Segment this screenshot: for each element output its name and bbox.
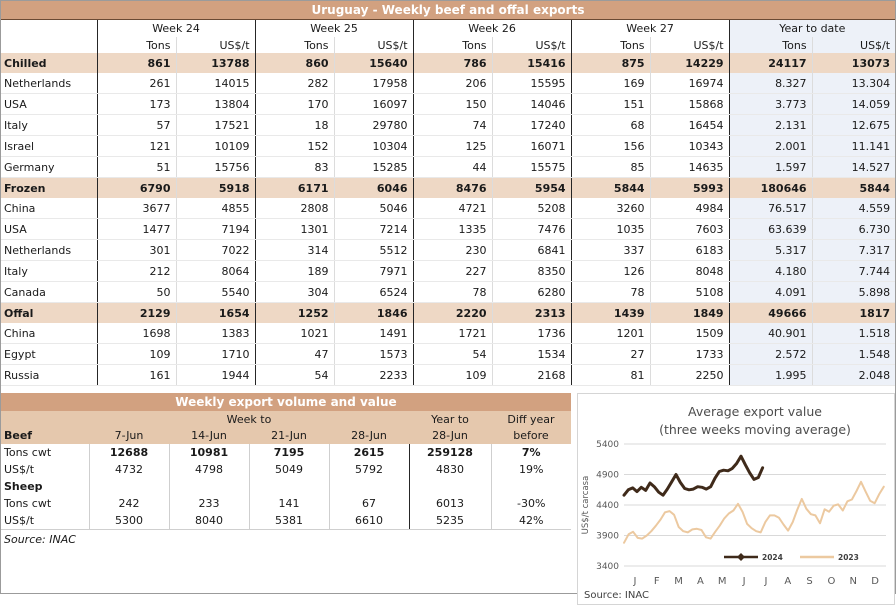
value-cell: 83 — [255, 157, 334, 178]
value-cell: 50 — [97, 282, 176, 303]
value-cell: 786 — [413, 53, 492, 73]
table-row — [1, 303, 895, 324]
value-cell: 1736 — [492, 323, 571, 344]
x-tick-label: A — [784, 576, 792, 587]
value-cell: 2233 — [334, 365, 413, 386]
value-cell: 13788 — [176, 53, 255, 73]
row-label: US$/t — [1, 512, 89, 530]
value-cell: 5235 — [409, 512, 491, 530]
row-label: China — [1, 323, 97, 344]
week-header: Week 25 — [255, 20, 413, 37]
value-cell: 5512 — [334, 240, 413, 261]
value-cell: 10109 — [176, 136, 255, 157]
value-cell: 4721 — [413, 198, 492, 219]
unit-header-usd: US$/t — [650, 37, 729, 53]
value-cell: 314 — [255, 240, 334, 261]
value-cell: 2.131 — [729, 115, 812, 136]
value-cell: 860 — [255, 53, 334, 73]
unit-header-tons: Tons — [413, 37, 492, 53]
value-cell — [491, 478, 571, 495]
value-cell: 16974 — [650, 73, 729, 94]
table-row — [1, 365, 895, 386]
value-cell: 1.597 — [729, 157, 812, 178]
corner-cell — [1, 20, 97, 37]
value-cell: 85 — [571, 157, 650, 178]
row-label: Chilled — [1, 53, 97, 73]
weekly-table-section — [1, 393, 571, 605]
value-cell: 1035 — [571, 219, 650, 240]
value-cell: 261 — [97, 73, 176, 94]
y-tick-label: 3900 — [596, 531, 619, 542]
value-cell: 7214 — [334, 219, 413, 240]
value-cell: 19% — [491, 461, 571, 478]
value-cell: 63.639 — [729, 219, 812, 240]
y-tick-label: 4900 — [596, 470, 619, 481]
row-label: Italy — [1, 261, 97, 282]
table-row — [1, 461, 571, 478]
x-tick-label: D — [871, 576, 879, 587]
value-cell: 230 — [413, 240, 492, 261]
value-cell: 6610 — [329, 512, 409, 530]
week-to-header: Week to — [89, 411, 409, 427]
value-cell: 5540 — [176, 282, 255, 303]
value-cell: 14.059 — [812, 94, 895, 115]
value-cell: 15575 — [492, 157, 571, 178]
value-cell: 156 — [571, 136, 650, 157]
chart-title: Average export value — [688, 404, 822, 419]
export-value-chart — [578, 394, 894, 604]
value-cell: 141 — [249, 495, 329, 512]
unit-header-tons: Tons — [729, 37, 812, 53]
row-label: Israel — [1, 136, 97, 157]
value-cell: 2168 — [492, 365, 571, 386]
table-row — [1, 444, 571, 461]
value-cell: 2808 — [255, 198, 334, 219]
value-cell: 6183 — [650, 240, 729, 261]
value-cell: 3260 — [571, 198, 650, 219]
main-table — [1, 20, 895, 386]
bottom-section — [1, 393, 895, 605]
value-cell: 1.995 — [729, 365, 812, 386]
row-label: China — [1, 198, 97, 219]
value-cell: 27 — [571, 344, 650, 365]
value-cell: 1335 — [413, 219, 492, 240]
chart-subtitle: (three weeks moving average) — [659, 422, 851, 437]
unit-header-usd: US$/t — [176, 37, 255, 53]
table-row — [1, 157, 895, 178]
value-cell: 5108 — [650, 282, 729, 303]
value-cell: 8048 — [650, 261, 729, 282]
table-row — [1, 115, 895, 136]
value-cell: 6790 — [97, 178, 176, 199]
row-label: Netherlands — [1, 240, 97, 261]
value-cell: 29780 — [334, 115, 413, 136]
value-cell: 5844 — [571, 178, 650, 199]
value-cell: 7.744 — [812, 261, 895, 282]
row-label: Tons cwt — [1, 444, 89, 461]
date-header: 7-Jun — [89, 427, 169, 444]
y-tick-label: 3400 — [596, 562, 619, 572]
value-cell: 126 — [571, 261, 650, 282]
table-row — [1, 178, 895, 199]
value-cell: 152 — [255, 136, 334, 157]
row-label: Italy — [1, 115, 97, 136]
value-cell: 15285 — [334, 157, 413, 178]
value-cell: 8040 — [169, 512, 249, 530]
value-cell: 42% — [491, 512, 571, 530]
x-tick-label: N — [849, 576, 857, 587]
value-cell: 3.773 — [729, 94, 812, 115]
table-row — [1, 53, 895, 73]
value-cell: 7% — [491, 444, 571, 461]
table-header-row — [1, 411, 571, 427]
value-cell: 1301 — [255, 219, 334, 240]
value-cell: 67 — [329, 495, 409, 512]
table-header-row — [1, 20, 895, 37]
row-label: Egypt — [1, 344, 97, 365]
value-cell: 1491 — [334, 323, 413, 344]
value-cell: 6280 — [492, 282, 571, 303]
value-cell: 15595 — [492, 73, 571, 94]
table-row — [1, 344, 895, 365]
row-label: Tons cwt — [1, 495, 89, 512]
value-cell — [89, 478, 169, 495]
unit-header-usd: US$/t — [492, 37, 571, 53]
y-tick-label: 4400 — [596, 501, 619, 511]
row-label: Canada — [1, 282, 97, 303]
value-cell: 74 — [413, 115, 492, 136]
value-cell: 1439 — [571, 303, 650, 324]
value-cell: 6013 — [409, 495, 491, 512]
value-cell: 1846 — [334, 303, 413, 324]
unit-header-tons: Tons — [571, 37, 650, 53]
value-cell: 14046 — [492, 94, 571, 115]
value-cell: 17240 — [492, 115, 571, 136]
value-cell: 6841 — [492, 240, 571, 261]
weekly-table-title: Weekly export volume and value — [1, 393, 571, 411]
date-header: 28-Jun — [409, 427, 491, 444]
value-cell: 15416 — [492, 53, 571, 73]
table-row — [1, 198, 895, 219]
value-cell: 68 — [571, 115, 650, 136]
value-cell: 44 — [413, 157, 492, 178]
main-table-title: Uruguay - Weekly beef and offal exports — [1, 1, 895, 20]
section-label: Beef — [1, 427, 89, 444]
value-cell: 10981 — [169, 444, 249, 461]
table-row — [1, 512, 571, 530]
value-cell: 76.517 — [729, 198, 812, 219]
value-cell: 15868 — [650, 94, 729, 115]
value-cell: 1849 — [650, 303, 729, 324]
value-cell: 227 — [413, 261, 492, 282]
legend-marker-2024 — [737, 553, 745, 561]
value-cell: 109 — [413, 365, 492, 386]
corner-cell — [1, 37, 97, 53]
value-cell: 16071 — [492, 136, 571, 157]
value-cell: 10304 — [334, 136, 413, 157]
value-cell: 7194 — [176, 219, 255, 240]
x-tick-label: O — [827, 576, 836, 587]
value-cell: 5046 — [334, 198, 413, 219]
value-cell: 11.141 — [812, 136, 895, 157]
value-cell: 125 — [413, 136, 492, 157]
value-cell: 161 — [97, 365, 176, 386]
table-row — [1, 282, 895, 303]
table-row — [1, 495, 571, 512]
value-cell: 282 — [255, 73, 334, 94]
value-cell: 1654 — [176, 303, 255, 324]
unit-header-usd: US$/t — [334, 37, 413, 53]
value-cell: 51 — [97, 157, 176, 178]
value-cell: 16097 — [334, 94, 413, 115]
table-row — [1, 240, 895, 261]
value-cell: 14229 — [650, 53, 729, 73]
table-header-row — [1, 427, 571, 444]
value-cell: 7022 — [176, 240, 255, 261]
row-label: USA — [1, 94, 97, 115]
weekly-table-source: Source: INAC — [4, 533, 76, 546]
year-to-header: Year to — [409, 411, 491, 427]
value-cell: 1252 — [255, 303, 334, 324]
value-cell: 5208 — [492, 198, 571, 219]
value-cell: 15756 — [176, 157, 255, 178]
value-cell: 1021 — [255, 323, 334, 344]
value-cell: 180646 — [729, 178, 812, 199]
value-cell: 1509 — [650, 323, 729, 344]
value-cell: 4.559 — [812, 198, 895, 219]
value-cell: 5954 — [492, 178, 571, 199]
value-cell: 7603 — [650, 219, 729, 240]
date-header: 14-Jun — [169, 427, 249, 444]
x-tick-label: M — [717, 576, 727, 587]
value-cell: 109 — [97, 344, 176, 365]
row-label: Germany — [1, 157, 97, 178]
value-cell: 304 — [255, 282, 334, 303]
row-label: US$/t — [1, 461, 89, 478]
value-cell: 2.001 — [729, 136, 812, 157]
value-cell: 212 — [97, 261, 176, 282]
value-cell: 1201 — [571, 323, 650, 344]
value-cell: 40.901 — [729, 323, 812, 344]
table-row — [1, 73, 895, 94]
date-header: 28-Jun — [329, 427, 409, 444]
value-cell: 4855 — [176, 198, 255, 219]
value-cell: 12.675 — [812, 115, 895, 136]
value-cell: 7971 — [334, 261, 413, 282]
row-label: Netherlands — [1, 73, 97, 94]
value-cell: 13.304 — [812, 73, 895, 94]
value-cell: 7.317 — [812, 240, 895, 261]
week-header: Week 26 — [413, 20, 571, 37]
value-cell: 206 — [413, 73, 492, 94]
corner-cell — [1, 411, 89, 427]
date-header: 21-Jun — [249, 427, 329, 444]
value-cell: 1698 — [97, 323, 176, 344]
value-cell: 14.527 — [812, 157, 895, 178]
value-cell: 1534 — [492, 344, 571, 365]
value-cell: 242 — [89, 495, 169, 512]
value-cell: 4.091 — [729, 282, 812, 303]
value-cell: 5993 — [650, 178, 729, 199]
x-tick-label: F — [653, 576, 660, 587]
y-axis-label: US$/t carcasa — [581, 475, 591, 535]
value-cell: 5049 — [249, 461, 329, 478]
value-cell: 861 — [97, 53, 176, 73]
row-label: Offal — [1, 303, 97, 324]
value-cell: 1944 — [176, 365, 255, 386]
value-cell: 17521 — [176, 115, 255, 136]
value-cell: 4830 — [409, 461, 491, 478]
value-cell: 301 — [97, 240, 176, 261]
value-cell: 6524 — [334, 282, 413, 303]
value-cell: 1477 — [97, 219, 176, 240]
value-cell: 5300 — [89, 512, 169, 530]
value-cell: 3677 — [97, 198, 176, 219]
value-cell: 2129 — [97, 303, 176, 324]
value-cell: 54 — [255, 365, 334, 386]
value-cell: 1.518 — [812, 323, 895, 344]
row-label: Sheep — [1, 478, 89, 495]
value-cell: 169 — [571, 73, 650, 94]
value-cell: 6046 — [334, 178, 413, 199]
table-row — [1, 136, 895, 157]
value-cell: 7476 — [492, 219, 571, 240]
value-cell: 18 — [255, 115, 334, 136]
value-cell: 16454 — [650, 115, 729, 136]
value-cell: 4984 — [650, 198, 729, 219]
value-cell: 10343 — [650, 136, 729, 157]
week-header: Week 24 — [97, 20, 255, 37]
series-line-2024 — [624, 456, 763, 495]
value-cell: 2220 — [413, 303, 492, 324]
row-label: Russia — [1, 365, 97, 386]
x-tick-label: M — [674, 576, 683, 587]
value-cell: 2250 — [650, 365, 729, 386]
table-row — [1, 478, 571, 495]
unit-header-tons: Tons — [97, 37, 176, 53]
value-cell — [409, 478, 491, 495]
x-tick-label: J — [633, 576, 637, 587]
value-cell: 1573 — [334, 344, 413, 365]
value-cell: 2.048 — [812, 365, 895, 386]
value-cell: 81 — [571, 365, 650, 386]
table-row — [1, 323, 895, 344]
value-cell: 54 — [413, 344, 492, 365]
value-cell: 5.317 — [729, 240, 812, 261]
table-row — [1, 261, 895, 282]
y-tick-label: 5400 — [596, 440, 619, 450]
value-cell: 49666 — [729, 303, 812, 324]
value-cell: 233 — [169, 495, 249, 512]
row-label: Frozen — [1, 178, 97, 199]
value-cell: 5381 — [249, 512, 329, 530]
unit-header-usd: US$/t — [812, 37, 895, 53]
value-cell — [249, 478, 329, 495]
value-cell: 1733 — [650, 344, 729, 365]
value-cell: 57 — [97, 115, 176, 136]
legend-label-2023: 2023 — [838, 553, 859, 562]
value-cell: -30% — [491, 495, 571, 512]
value-cell: 121 — [97, 136, 176, 157]
value-cell: 1383 — [176, 323, 255, 344]
x-tick-label: J — [742, 576, 746, 587]
value-cell: 13804 — [176, 94, 255, 115]
value-cell: 170 — [255, 94, 334, 115]
unit-header-tons: Tons — [255, 37, 334, 53]
value-cell — [329, 478, 409, 495]
value-cell: 8.327 — [729, 73, 812, 94]
value-cell: 4732 — [89, 461, 169, 478]
date-header: before — [491, 427, 571, 444]
value-cell: 8064 — [176, 261, 255, 282]
weekly-table — [1, 411, 571, 530]
table-header-row — [1, 37, 895, 53]
value-cell: 5.898 — [812, 282, 895, 303]
value-cell: 1.548 — [812, 344, 895, 365]
value-cell: 259128 — [409, 444, 491, 461]
series-line-2023 — [624, 482, 884, 543]
value-cell: 5918 — [176, 178, 255, 199]
value-cell: 14015 — [176, 73, 255, 94]
x-tick-label: S — [806, 576, 813, 587]
value-cell: 24117 — [729, 53, 812, 73]
value-cell: 4798 — [169, 461, 249, 478]
x-tick-label: A — [696, 576, 704, 587]
value-cell: 6171 — [255, 178, 334, 199]
value-cell: 1721 — [413, 323, 492, 344]
value-cell: 13073 — [812, 53, 895, 73]
value-cell: 78 — [571, 282, 650, 303]
x-tick-label: J — [764, 576, 768, 587]
value-cell: 189 — [255, 261, 334, 282]
ytd-header: Year to date — [729, 20, 895, 37]
value-cell: 12688 — [89, 444, 169, 461]
value-cell: 1710 — [176, 344, 255, 365]
value-cell: 2.572 — [729, 344, 812, 365]
value-cell: 8350 — [492, 261, 571, 282]
value-cell: 5844 — [812, 178, 895, 199]
value-cell: 5792 — [329, 461, 409, 478]
value-cell: 47 — [255, 344, 334, 365]
table-row — [1, 219, 895, 240]
chart-source: Source: INAC — [584, 590, 649, 601]
table-row — [1, 94, 895, 115]
row-label: USA — [1, 219, 97, 240]
value-cell: 17958 — [334, 73, 413, 94]
legend-label-2024: 2024 — [762, 553, 783, 562]
value-cell: 15640 — [334, 53, 413, 73]
value-cell: 173 — [97, 94, 176, 115]
value-cell: 150 — [413, 94, 492, 115]
value-cell: 337 — [571, 240, 650, 261]
value-cell: 151 — [571, 94, 650, 115]
value-cell: 2313 — [492, 303, 571, 324]
value-cell: 1817 — [812, 303, 895, 324]
week-header: Week 27 — [571, 20, 729, 37]
value-cell — [169, 478, 249, 495]
value-cell: 6.730 — [812, 219, 895, 240]
value-cell: 78 — [413, 282, 492, 303]
value-cell: 875 — [571, 53, 650, 73]
chart-box — [577, 393, 895, 605]
value-cell: 8476 — [413, 178, 492, 199]
diff-header: Diff year — [491, 411, 571, 427]
value-cell: 4.180 — [729, 261, 812, 282]
value-cell: 2615 — [329, 444, 409, 461]
value-cell: 14635 — [650, 157, 729, 178]
value-cell: 7195 — [249, 444, 329, 461]
